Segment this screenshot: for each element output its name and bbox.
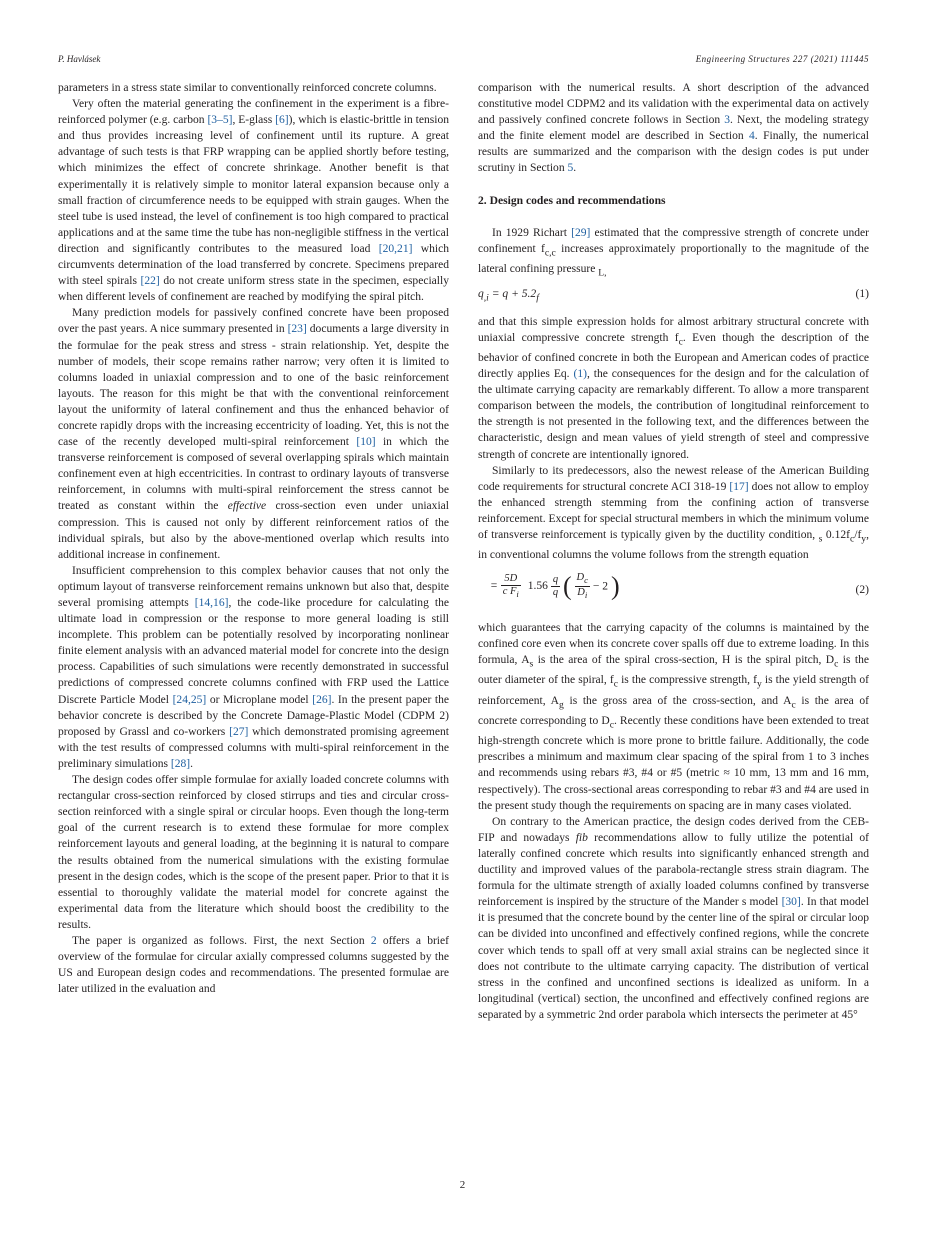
section-link[interactable]: 4 — [749, 130, 755, 143]
paragraph: which guarantees that the carrying capacity of the columns is maintained by the confined core even when its concrete cover spalls off due to extreme loading. In this formula, $A_s$ is the area of the spiral cross-section, H is the spiral pitch, $D_c$ is the outer diameter of the spiral, $f_c$ is the compressive strength, $f_y$ is the yield strength of reinforcement, $A_g$ is the gross area of the cross-section, and $A_c$ is the area of concrete corresponding to $D_c$. Recently these conditions have been extended to treat high-strength concrete which is more prone to brittle failure. Additionally, the code prescribes a minimum and maximum clear spacing of the spiral from 1 to 3 inches and recommends using rebars #3, #4 or #5 (metric ≈ 10 mm, 13 mm and 16 mm, respectively). The cross-sectional areas corresponding to rebar #3 and #4 are used in the present study though the requirements on spacing are in many cases violated. — [478, 621, 870, 812]
equation-number: (1) — [855, 287, 869, 300]
paragraph: The design codes offer simple formulae for axially loaded concrete columns with rectangular cross-section reinforced by closed stirrups and ties and circular cross-section reinforced with a single spiral or circular hoops. Even though the long-term goal of the current research is to extend these formulae for more complex reinforcement layouts and general loading, at the beginning it is natural to compare the results obtained from the numerical simulations with the existing formulae present in the design codes, which is the scope of the present paper. Prior to that it is essential to thoroughly validate the material model for concrete against the experimental data from the literature which should boost the credibility to the results. — [58, 774, 449, 931]
citation-link[interactable]: [3–5] — [207, 114, 233, 127]
paragraph: Very often the material generating the confinement in the experiment is a fibre-reinforced polymer (e.g. carbon [3–5], E-glass [6]), which is elastic-brittle in tension and thus provides increasing level of confinement until its rupture. A great advantage of such tests is that FRP wrapping can be applied shortly before testing, which minimizes the effect of concrete shrinkage. Another benefit is that experimentally it is relatively simple to monitor lateral expansion because only a small fraction of circumference needs to be equipped with strain gauges. When the steel tube is used instead, the level of confinement is too high compared to practical applications and at the same time the tube has non-negligible stiffness in the vertical direction and significantly contributes to the measured load [20,21] which circumvents determination of the load transferred by concrete. Specimens prepared with steel spirals [22] do not create uniform stress state in the specimen, especially when different levels of confinement are reached by modifying the spiral pitch. — [58, 98, 450, 304]
equation-number: (2) — [855, 583, 869, 596]
section-heading: 2. Design codes and recommendations — [478, 193, 666, 207]
paragraph: and that this simple expression holds for almost arbitrary structural concrete with uniaxial compressive concrete strength $f_c$. Even though the description of the behavior of confined concrete in both the European and American codes of practice directly applies Eq. (1), the consequences for the design and for the calculation of the ultimate carrying capacity are remarkably different. To allow a more transparent comparison between the models, the contribution of longitudinal reinforcement to the strength is not presented in the following text, and the differences between the characteristic, design and mean values of yield strength of steel and compressive strength of concrete are intentionally ignored. — [478, 315, 869, 461]
right-column — [478, 80, 869, 1023]
citation-link[interactable]: [30] — [781, 896, 801, 909]
citation-link[interactable]: [20,21] — [378, 242, 413, 255]
citation-link[interactable]: [17] — [729, 480, 749, 493]
paragraph: Insufficient comprehension to this complex behavior causes that not only the optimum layout of transverse reinforcement remains unknown but also that, despite several promising attempts [14,16], the code-like procedure for calculating the ultimate load in compression or the response to more general loading is still incomplete. This problem can be potentially resolved by incorporating nonlinear finite element analysis with an advanced material model for concrete into the design process. Capabilities of such simulations were recently demonstrated in successful predictions of compressed concrete columns confined with FRP used the Lattice Discrete Particle Model [24,25] or Microplane model [26]. In the present paper the behavior concrete is described by the Concrete Damage-Plastic Model (CDPM 2) proposed by Grassl and co-workers [27] which demonstrated promising agreement with the test results of compressed columns with multi-spiral reinforcement in the preliminary simulations [28]. — [58, 564, 449, 770]
fraction: $\frac{D_c}{D_i}$ — [576, 571, 589, 600]
paragraph: Similarly to its predecessors, also the newest release of the American Building code requirements for structural concrete ACI 318-19 [17] does not allow to employ the enhanced strength stemming from the confining action of transverse reinforcement. Except for special structural members in which the minimum volume of transverse reinforcement is typically given by the ductility condition, $_s$ $0.12f_c/f_y$, in conventional columns the volume follows from the strength equation — [478, 464, 869, 562]
citation-link[interactable]: [14,16] — [194, 597, 229, 609]
citation-link[interactable]: [29] — [571, 226, 591, 239]
citation-link[interactable]: [22] — [140, 275, 160, 288]
equation-1: $q_{,i} = q + 5.2_f$ (1) — [478, 287, 869, 303]
citation-link[interactable]: [6] — [275, 114, 289, 127]
paragraph: parameters in a stress state similar to conventionally reinforced concrete columns. — [58, 82, 437, 94]
paragraph: In 1929 Richart [29] estimated that the compressive strength of concrete under confinement $f_{c,c}$ increases approximately proportionally to the magnitude of the lateral confining pressure $_{L,}$ — [478, 226, 870, 279]
citation-link[interactable]: [10] — [356, 436, 376, 449]
section-link[interactable]: 3 — [724, 114, 731, 127]
header-journal: Engineering Structures 227 (2021) 111445 — [695, 54, 869, 64]
paragraph: Many prediction models for passively confined concrete have been proposed over the past years. A nice summary presented in [23] documents a large diversity in the formulae for the peak stress and stress - strain relationship. Yet, despite the number of models, their scope remains rather narrow; very often it is limited to columns loaded in uniaxial compression and to one of the basic reinforcement layouts. The reason for this might be that with the conventional reinforcement layout the uniformity of lateral confinement and thus the enhanced behavior of concrete rapidly drops with the increasing eccentricity of loading. Yet, this is not the case of the recently developed multi-spiral reinforcement [10] in which the transverse reinforcement is composed of several overlapping spirals which maintain confinement even at high eccentricities. In contrast to ordinary layouts of transverse reinforcement, in columns with multi-spiral reinforcement the stress cannot be treated as constant within the effective cross-section even under uniaxial compression. This is caused not only by different reinforcement ratios of the individual spirals, but also by the above-mentioned overlap which results into additional increase in confinement. — [58, 307, 449, 561]
left-column — [58, 80, 449, 997]
paragraph: comparison with the numerical results. A short description of the advanced constitutive model CDPM2 and its validation with the experimental data on actively and passively confined concrete follows in Section 3. Next, the modeling strategy and the finite element model are described in Section 4. Finally, the numerical results are summarized and the comparison with the design codes is put under scrutiny in Section 5. — [478, 82, 870, 175]
citation-link[interactable]: [26] — [312, 693, 332, 706]
paragraph: On contrary to the American practice, the design codes derived from the CEB-FIP and nowadays fib recommendations allow to fully utilize the potential of laterally confined concrete which results into significantly enhanced strength and ductility and improved values of the parabola-rectangle stress strain diagram. The formula for the ultimate strength of axially loaded columns confined by transverse reinforcement is inspired by the structure of the Mander s model [30]. In that model it is presumed that the concrete bound by the center line of the spiral or circular loop can be divided into unconfined and effectively confined regions, while the concrete cover which tends to spall off at very small axial strains can be neglected since it does not contribute to the ultimate carrying capacity. The distribution of vertical stress in the confined and unconfined sections is idealized as uniform. In a longitudinal (vertical) section, the unconfined and effectively confined regions are separated by a symmetric 2nd order parabola which intersects the perimeter at 45° — [478, 815, 870, 1021]
section-link[interactable]: 2 — [370, 934, 377, 947]
citation-link[interactable]: [24,25] — [172, 693, 207, 706]
paragraph: The paper is organized as follows. First, the next Section 2 offers a brief overview of the formulae for circular axially compressed columns suggested by the US and European design codes and recommendations. The presented formulae are later utilized in the evaluation and — [58, 934, 449, 996]
equation-link[interactable]: (1) — [573, 368, 587, 381]
citation-link[interactable]: [23] — [287, 323, 307, 336]
fraction: $\frac{q}{q}$ — [552, 573, 559, 598]
citation-link[interactable]: [28] — [170, 757, 191, 770]
equation-2: = $\frac{5D}{c F_i}$ 1.56 $\frac{q}{q}$ ( $\frac{D_c}{D_i}$ − 2 ) (2) — [490, 571, 869, 601]
running-header — [58, 54, 869, 68]
page-number: 2 — [459, 1179, 466, 1191]
fraction: $\frac{5D}{c F_i}$ — [502, 572, 519, 599]
citation-link[interactable]: [27] — [229, 725, 249, 738]
header-author: P. Havlásek — [58, 54, 101, 64]
section-link[interactable]: 5 — [567, 162, 574, 175]
